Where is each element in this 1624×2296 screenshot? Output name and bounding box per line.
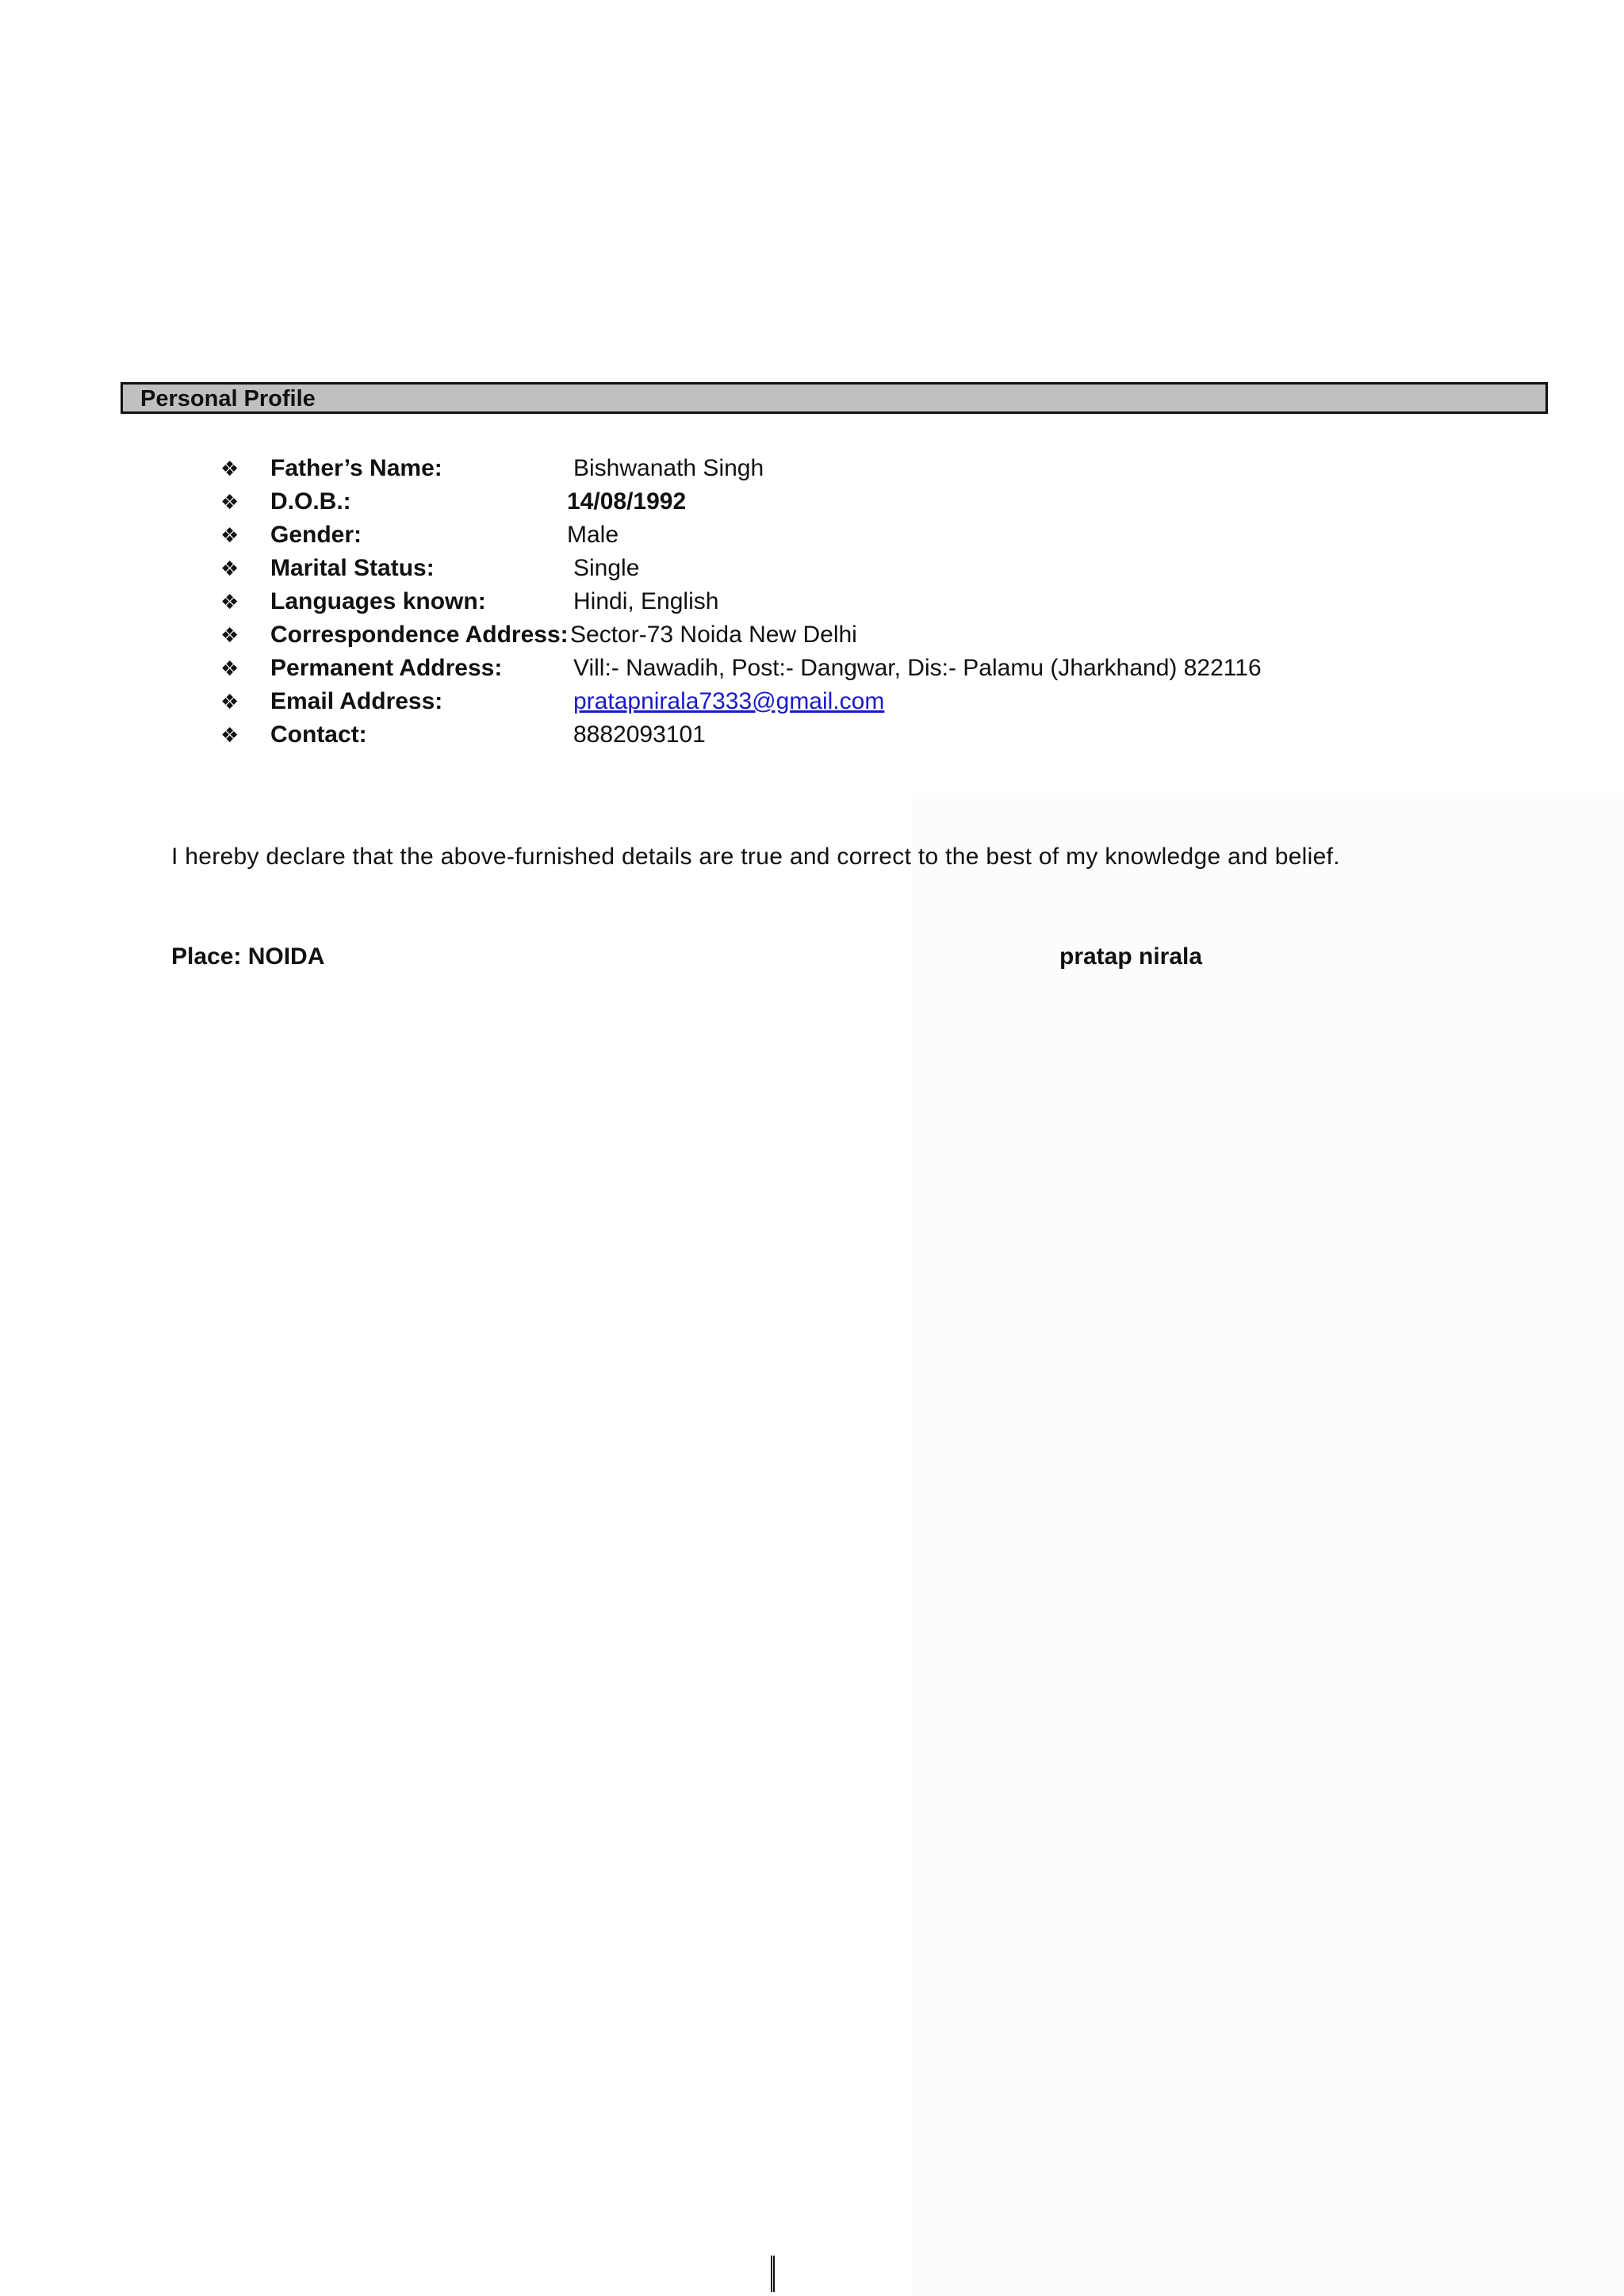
email-label: Email Address:	[270, 688, 443, 714]
personal-profile-header	[121, 382, 1548, 414]
four-diamond-bullet-icon: ❖	[220, 656, 239, 680]
fathers-name-value: Bishwanath Singh	[573, 455, 764, 481]
correspondence-address-value: Sector-73 Noida New Delhi	[570, 622, 857, 648]
profile-row-marital-status	[220, 552, 1489, 585]
permanent-address-label: Permanent Address:	[270, 655, 503, 681]
four-diamond-bullet-icon: ❖	[220, 690, 239, 714]
signature-name: pratap nirala	[1059, 943, 1203, 970]
permanent-address-value: Vill:- Nawadih, Post:- Dangwar, Dis:- Palamu (Jharkhand) 822116	[573, 655, 1262, 681]
profile-details-list	[220, 452, 1489, 752]
four-diamond-bullet-icon: ❖	[220, 623, 239, 647]
contact-value: 8882093101	[573, 721, 706, 748]
four-diamond-bullet-icon: ❖	[220, 523, 239, 547]
page-background-shade	[912, 793, 1624, 2296]
four-diamond-bullet-icon: ❖	[220, 557, 239, 580]
declaration-paragraph: I hereby declare that the above-furnished details are true and correct to the best of my knowledge and belief.	[171, 844, 1340, 870]
gender-label: Gender:	[270, 522, 362, 548]
four-diamond-bullet-icon: ❖	[220, 457, 239, 480]
profile-row-languages	[220, 585, 1489, 618]
dob-value: 14/08/1992	[567, 488, 687, 515]
profile-row-correspondence-address	[220, 618, 1489, 652]
languages-value: Hindi, English	[573, 588, 719, 614]
profile-row-fathers-name	[220, 452, 1489, 485]
profile-row-email	[220, 685, 1489, 718]
marital-status-value: Single	[573, 555, 640, 581]
profile-row-permanent-address	[220, 652, 1489, 685]
profile-row-contact	[220, 718, 1489, 752]
fathers-name-label: Father’s Name:	[270, 455, 442, 481]
section-title: Personal Profile	[140, 386, 316, 411]
email-link[interactable]: pratapnirala7333@gmail.com	[573, 688, 885, 714]
profile-row-gender	[220, 519, 1489, 552]
languages-label: Languages known:	[270, 588, 486, 614]
marital-status-label: Marital Status:	[270, 555, 435, 581]
correspondence-address-label: Correspondence Address:	[270, 622, 569, 648]
profile-row-dob	[220, 485, 1489, 519]
four-diamond-bullet-icon: ❖	[220, 723, 239, 747]
page-marker	[771, 2256, 775, 2292]
gender-value: Male	[567, 522, 619, 548]
place-text: Place: NOIDA	[171, 943, 325, 970]
four-diamond-bullet-icon: ❖	[220, 590, 239, 614]
dob-label: D.O.B.:	[270, 488, 351, 515]
contact-label: Contact:	[270, 721, 367, 748]
four-diamond-bullet-icon: ❖	[220, 490, 239, 514]
